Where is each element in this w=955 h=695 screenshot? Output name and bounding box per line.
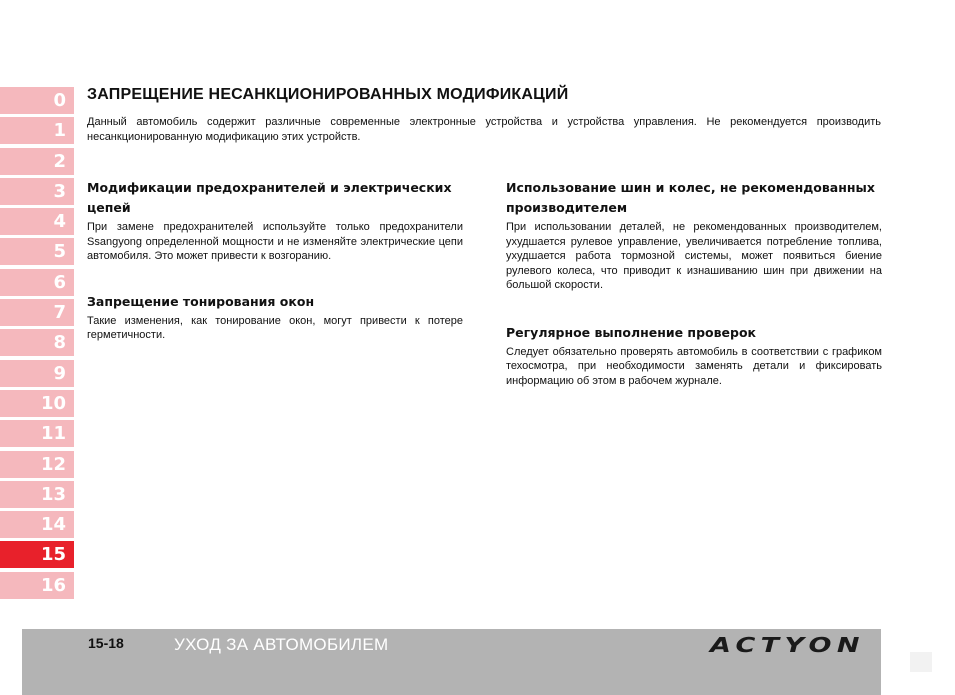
page-title: ЗАПРЕЩЕНИЕ НЕСАНКЦИОНИРОВАННЫХ МОДИФИКАЦИЙ [87,86,569,103]
tires-wheels-heading: Использование шин и колес, не рекомендованных производителем [506,180,875,215]
chapter-tab-16[interactable]: 16 [0,572,74,599]
tires-wheels-text: При использовании деталей, не рекомендованных производителем, ухудшается рулевое управление, увеличивается потребление топлива, ухудшается работа тормозной системы, может появиться биение рулевого колеса, что приводит к изнашиванию шин при движении на большой скорости. [506,221,882,291]
fuse-modification-heading: Модификации предохранителей и электрических цепей [87,180,452,215]
right-column [506,178,882,388]
footer-bar [22,629,881,695]
chapter-tab-0[interactable]: 0 [0,87,74,114]
chapter-tab-14[interactable]: 14 [0,511,74,538]
chapter-tab-2[interactable]: 2 [0,148,74,175]
page-number: 15-18 [88,635,124,651]
corner-mark [910,652,932,672]
chapter-tab-9[interactable]: 9 [0,360,74,387]
regular-checks-text: Следует обязательно проверять автомобиль в соответствии с графиком техосмотра, при необходимости заменять детали и фиксировать информацию об этом в рабочем журнале. [506,345,882,387]
chapter-tab-4[interactable]: 4 [0,208,74,235]
chapter-tab-8[interactable]: 8 [0,329,74,356]
chapter-tab-13[interactable]: 13 [0,481,74,508]
chapter-tab-15-active[interactable]: 15 [0,541,74,568]
intro-paragraph: Данный автомобиль содержит различные современные электронные устройства и устройства управления. Не рекомендуется производить несанкционированную модификацию этих устройств. [87,116,881,143]
chapter-tab-10[interactable]: 10 [0,390,74,417]
window-tinting-text: Такие изменения, как тонирование окон, могут привести к потере герметичности. [87,314,463,341]
chapter-tab-1[interactable]: 1 [0,117,74,144]
fuse-modification-text: При замене предохранителей используйте только предохранители Ssangyong определенной мощности и не изменяйте электрические цепи автомобиля. Это может привести к возгоранию. [87,221,463,262]
actyon-logo: ACTYON [710,633,865,657]
section-title: УХОД ЗА АВТОМОБИЛЕМ [174,635,389,654]
chapter-tab-11[interactable]: 11 [0,420,74,447]
chapter-tabs [0,87,74,602]
chapter-tab-12[interactable]: 12 [0,451,74,478]
chapter-tab-6[interactable]: 6 [0,269,74,296]
chapter-tab-7[interactable]: 7 [0,299,74,326]
chapter-tab-5[interactable]: 5 [0,238,74,265]
regular-checks-heading: Регулярное выполнение проверок [506,324,757,340]
left-column [87,178,463,343]
window-tinting-heading: Запрещение тонирования окон [87,293,315,309]
chapter-tab-3[interactable]: 3 [0,178,74,205]
